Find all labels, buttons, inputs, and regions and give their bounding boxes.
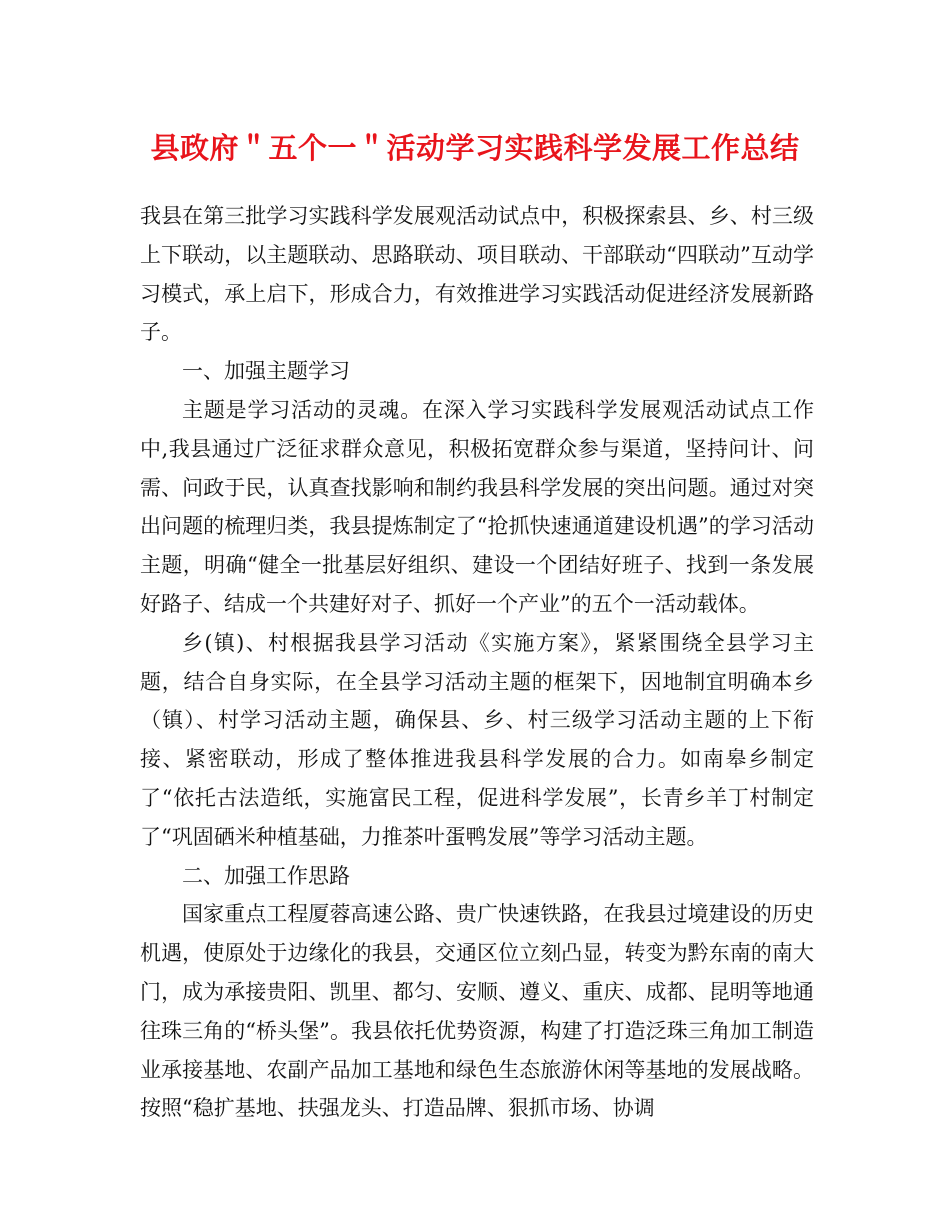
- paragraph-townships: 乡(镇)、村根据我县学习活动《实施方案》，紧紧围绕全县学习主题，结合自身实际，在全县学习活动主题的框架下，因地制宜明确本乡（镇）、村学习活动主题，确保县、乡、村三级学习活动主题的上下衔接、紧密联动，形成了整体推进我县科学发展的合力。如南皋乡制定了“依托古法造纸，实施富民工程，促进科学发展”，长青乡羊丁村制定了“巩固硒米种植基础，力推茶叶蛋鸭发展”等学习活动主题。: [140, 630, 814, 849]
- paragraph-intro: 我县在第三批学习实践科学发展观活动试点中，积极探索县、乡、村三级上下联动，以主题联动、思路联动、项目联动、干部联动“四联动”互动学习模式，承上启下，形成合力，有效推进学习实践活动促进经济发展新路子。: [140, 204, 814, 345]
- document-title: 县政府＂五个一＂活动学习实践科学发展工作总结: [150, 131, 800, 165]
- section-heading-2: 二、加强工作思路: [182, 863, 350, 888]
- paragraph-theme: 主题是学习活动的灵魂。在深入学习实践科学发展观活动试点工作中,我县通过广泛征求群众意见，积极拓宽群众参与渠道，坚持问计、问需、问政于民，认真查找影响和制约我县科学发展的突出问题。通过对突出问题的梳理归类，我县提炼制定了“抢抓快速通道建设机遇”的学习活动主题，明确“健全一批基层好组织、建设一个团结好班子、找到一条发展好路子、结成一个共建好对子、抓好一个产业”的五个一活动载体。: [140, 397, 814, 616]
- section-heading-1: 一、加强主题学习: [182, 359, 350, 384]
- document-body: [140, 197, 814, 1128]
- paragraph-strategy: 国家重点工程厦蓉高速公路、贵广快速铁路，在我县过境建设的历史机遇，使原处于边缘化的我县，交通区位立刻凸显，转变为黔东南的南大门，成为承接贵阳、凯里、都匀、安顺、遵义、重庆、成都、昆明等地通往珠三角的“桥头堡”。我县依托优势资源，构建了打造泛珠三角加工制造业承接基地、农副产品加工基地和绿色生态旅游休闲等基地的发展战略。按照“稳扩基地、扶强龙头、打造品牌、狠抓市场、协调: [140, 902, 814, 1121]
